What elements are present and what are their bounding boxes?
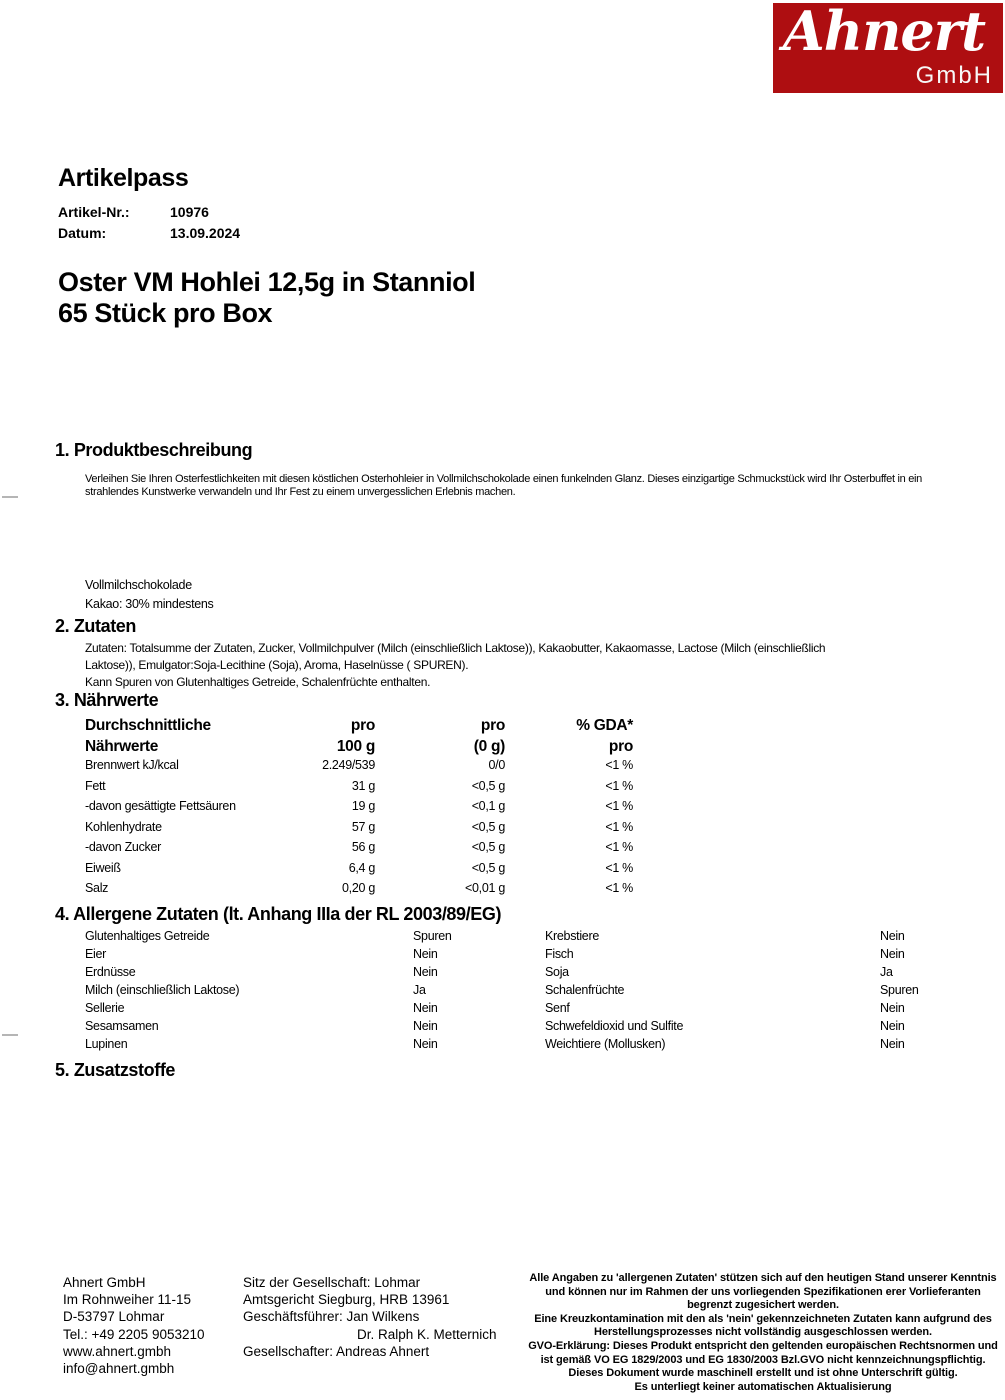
- section-heading-allergene: 4. Allergene Zutaten (lt. Anhang IIIa der RL 2003/89/EG): [55, 904, 502, 924]
- disclaimer-line: GVO-Erklärung: Dieses Produkt entspricht den geltenden europäischen Rechtsnormen und: [528, 1339, 998, 1352]
- nutrient-gda: <1 %: [605, 778, 633, 793]
- nutrition-header-col2: [225, 715, 375, 757]
- table-row: [85, 799, 633, 820]
- section-heading-naehrwerte: 3. Nährwerte: [55, 690, 159, 710]
- footer-legal-info: [243, 1274, 497, 1360]
- footer-company-address: [63, 1274, 205, 1377]
- nutrient-label: Salz: [85, 881, 109, 895]
- section-heading-zusatzstoffe: 5. Zusatzstoffe: [55, 1060, 176, 1080]
- allergen-value: Spuren: [413, 929, 452, 943]
- nutrient-per0: <0,01 g: [465, 881, 505, 895]
- nutrient-per100: 2.249/539: [322, 758, 375, 772]
- allergen-label: Schalenfrüchte: [545, 983, 625, 997]
- company-email: info@ahnert.gmbh: [63, 1361, 175, 1377]
- nutrition-header-col2-line: pro: [350, 717, 375, 734]
- allergen-value: Nein: [413, 947, 438, 961]
- legal-ceo2: Dr. Ralph K. Metternich: [357, 1326, 497, 1342]
- nutrient-label: Fett: [85, 778, 106, 793]
- allergen-value: Nein: [413, 1037, 438, 1051]
- chocolate-type-line: Vollmilchschokolade: [85, 578, 192, 592]
- table-row: [85, 1019, 965, 1037]
- fold-mark-icon: [2, 496, 18, 498]
- company-street: Im Rohnweiher 11-15: [63, 1292, 192, 1308]
- allergen-value: Nein: [413, 965, 438, 979]
- legal-ceo: Geschäftsführer: Jan Wilkens: [243, 1309, 420, 1325]
- logo-suffix-text: GmbH: [915, 62, 993, 89]
- nutrient-label: -davon gesättigte Fettsäuren: [85, 799, 236, 813]
- disclaimer-line: und können nur im Rahmen der uns vorliegenden Spezifikationen erer Vorlieferanten: [545, 1285, 981, 1298]
- table-row: [85, 881, 633, 902]
- nutrition-header-col3-line: pro: [480, 717, 505, 734]
- table-row: [85, 947, 965, 965]
- disclaimer-line: Dieses Dokument wurde maschinell erstellt und ist ohne Unterschrift gültig.: [568, 1367, 958, 1380]
- ingredients-text: [85, 640, 825, 690]
- company-website: www.ahnert.gmbh: [63, 1343, 172, 1359]
- nutrient-gda: <1 %: [605, 840, 633, 854]
- chocolate-type-info: [85, 576, 214, 614]
- allergen-value: Ja: [880, 965, 893, 979]
- disclaimer-line: Es unterliegt keiner automatischen Aktualisierung: [634, 1380, 892, 1393]
- allergen-label: Sesamsamen: [85, 1019, 159, 1033]
- article-number-label: Artikel-Nr.:: [58, 204, 130, 220]
- company-phone: Tel.: +49 2205 9053210: [63, 1326, 205, 1342]
- nutrient-per100: 57 g: [351, 819, 375, 834]
- nutrition-header-col4: [505, 715, 633, 757]
- allergen-label: Krebstiere: [545, 929, 599, 943]
- fold-mark-icon: [2, 1034, 18, 1036]
- nutrition-header-col3-line: (0 g): [473, 738, 505, 755]
- date-value: 13.09.2024: [170, 225, 241, 241]
- product-title-line: 65 Stück pro Box: [58, 298, 273, 328]
- nutrient-gda: <1 %: [605, 758, 633, 772]
- nutrition-header-col4-line: pro: [608, 738, 633, 755]
- allergen-label: Soja: [545, 965, 569, 979]
- allergen-value: Spuren: [880, 983, 919, 997]
- footer-disclaimer: [523, 1272, 1003, 1394]
- nutrient-per0: <0,5 g: [471, 860, 505, 875]
- table-row: [85, 758, 633, 779]
- nutrient-label: Eiweiß: [85, 860, 121, 875]
- allergen-label: Schwefeldioxid und Sulfite: [545, 1019, 684, 1033]
- allergen-value: Nein: [413, 1019, 438, 1033]
- legal-shareholder: Gesellschafter: Andreas Ahnert: [243, 1343, 430, 1359]
- nutrition-header-col1-line: Nährwerte: [85, 738, 159, 755]
- nutrient-per0: <0,5 g: [471, 840, 505, 854]
- allergen-label: Glutenhaltiges Getreide: [85, 929, 210, 943]
- cocoa-content-line: Kakao: 30% mindestens: [85, 597, 214, 611]
- nutrient-per0: <0,5 g: [471, 778, 505, 793]
- disclaimer-line: ist gemäß VO EG 1829/2003 und EG 1830/2003 Bzl.GVO nicht kennzeichnungspflichtig.: [540, 1353, 986, 1366]
- allergen-value: Nein: [880, 1001, 905, 1015]
- product-title: [58, 267, 475, 329]
- nutrient-per0: <0,5 g: [471, 819, 505, 834]
- nutrient-label: Brennwert kJ/kcal: [85, 758, 179, 772]
- ingredients-line: Kann Spuren von Glutenhaltiges Getreide, Schalenfrüchte enthalten.: [85, 674, 431, 689]
- allergen-value: Ja: [413, 983, 426, 997]
- nutrition-table: [85, 758, 633, 902]
- ingredients-line: Zutaten: Totalsumme der Zutaten, Zucker, Vollmilchpulver (Milch (einschließlich Laktose)), Kakaobutter, Kakaomasse, Lactose (Milch (einschließlich: [85, 641, 826, 655]
- logo-brand-text: Ahnert: [782, 0, 986, 63]
- meta-row-date: [58, 223, 240, 244]
- allergen-label: Fisch: [545, 947, 574, 961]
- allergen-value: Nein: [880, 947, 905, 961]
- date-label: Datum:: [58, 225, 107, 241]
- legal-register: Amtsgericht Siegburg, HRB 13961: [243, 1292, 450, 1308]
- table-row: [85, 983, 965, 1001]
- allergen-table: [85, 929, 965, 1055]
- allergen-label: Senf: [545, 1001, 570, 1015]
- article-number-value: 10976: [170, 204, 209, 220]
- disclaimer-line: Eine Kreuzkontamination mit den als 'nein' gekennzeichneten Zutaten kann aufgrund des: [534, 1312, 992, 1325]
- disclaimer-line: Alle Angaben zu 'allergenen Zutaten' stützen sich auf den heutigen Stand unserer Kenntnis: [529, 1272, 997, 1284]
- legal-seat: Sitz der Gesellschaft: Lohmar: [243, 1275, 421, 1290]
- meta-row-article-number: [58, 202, 240, 223]
- allergen-label: Lupinen: [85, 1037, 128, 1051]
- nutrition-header-col1-line: Durchschnittliche: [85, 717, 211, 734]
- product-description: [85, 473, 922, 500]
- nutrient-per100: 19 g: [351, 799, 375, 813]
- table-row: [85, 965, 965, 983]
- nutrient-per100: 6,4 g: [348, 860, 375, 875]
- allergen-label: Erdnüsse: [85, 965, 136, 979]
- nutrient-gda: <1 %: [605, 881, 633, 895]
- allergen-value: Nein: [413, 1001, 438, 1015]
- nutrient-label: -davon Zucker: [85, 840, 161, 854]
- nutrient-gda: <1 %: [605, 819, 633, 834]
- table-row: [85, 779, 633, 800]
- document-title: Artikelpass: [58, 164, 189, 192]
- table-row: [85, 929, 965, 947]
- table-row: [85, 1001, 965, 1019]
- nutrient-label: Kohlenhydrate: [85, 819, 162, 834]
- allergen-label: Eier: [85, 947, 107, 961]
- section-heading-produktbeschreibung: 1. Produktbeschreibung: [55, 440, 253, 460]
- product-title-line: Oster VM Hohlei 12,5g in Stanniol: [58, 267, 476, 297]
- nutrient-per0: <0,1 g: [471, 799, 505, 813]
- table-row: [85, 1037, 965, 1055]
- nutrient-per100: 31 g: [351, 778, 375, 793]
- nutrient-per0: 0/0: [488, 758, 505, 772]
- nutrition-header-col1: [85, 715, 211, 757]
- nutrient-per100: 56 g: [351, 840, 375, 854]
- nutrition-header-col2-line: 100 g: [336, 738, 375, 755]
- allergen-label: Milch (einschließlich Laktose): [85, 983, 240, 997]
- nutrient-gda: <1 %: [605, 799, 633, 813]
- section-heading-zutaten: 2. Zutaten: [55, 616, 137, 636]
- table-row: [85, 840, 633, 861]
- table-row: [85, 861, 633, 882]
- ingredients-line: Laktose)), Emulgator:Soja-Lecithine (Soja), Aroma, Haselnüsse ( SPUREN).: [85, 657, 469, 672]
- nutrient-gda: <1 %: [605, 860, 633, 875]
- description-line: Verleihen Sie Ihren Osterfestlichkeiten mit diesen köstlichen Osterhohleier in Vollmilchschokolade einen funkelnden Glanz. Dieses einzigartige Schmuckstück wird Ihr Osterbuffet in ein: [85, 473, 922, 485]
- nutrition-header-col4-line: % GDA*: [576, 717, 633, 734]
- table-row: [85, 820, 633, 841]
- nutrient-per100: 0,20 g: [342, 881, 375, 895]
- company-logo: [773, 0, 1003, 93]
- allergen-value: Nein: [880, 929, 905, 943]
- company-name: Ahnert GmbH: [63, 1275, 146, 1290]
- allergen-label: Weichtiere (Mollusken): [545, 1037, 666, 1051]
- document-meta: [58, 202, 240, 244]
- disclaimer-line: begrenzt zugesichert werden.: [687, 1299, 839, 1312]
- nutrition-header-col3: [375, 715, 505, 757]
- allergen-value: Nein: [880, 1037, 905, 1051]
- allergen-value: Nein: [880, 1019, 905, 1033]
- disclaimer-line: Herstellungsprozesses nicht vollständig ausgeschlossen werden.: [594, 1326, 932, 1339]
- company-city: D-53797 Lohmar: [63, 1309, 165, 1325]
- description-line: strahlendes Kunstwerke verwandeln und Ihr Fest zu einem unvergesslichen Erlebnis machen.: [85, 486, 516, 499]
- nutrition-table-header: [85, 715, 633, 757]
- allergen-label: Sellerie: [85, 1001, 125, 1015]
